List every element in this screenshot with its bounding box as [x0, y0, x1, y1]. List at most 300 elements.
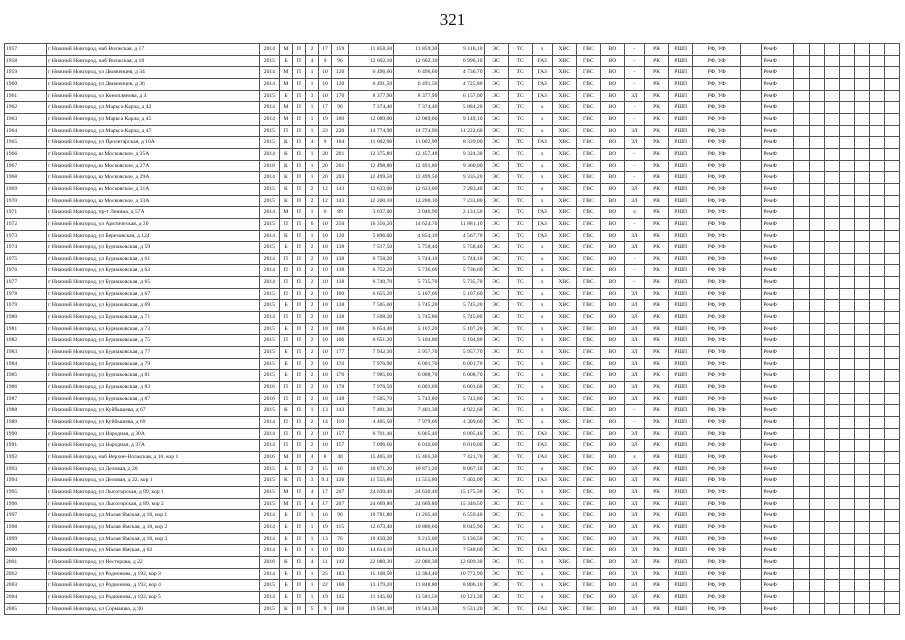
cell-hot-water: ГВС: [576, 195, 600, 207]
cell-repair-fund: РемФ: [762, 580, 794, 592]
cell-type: П: [292, 370, 305, 382]
cell-empty: [884, 300, 899, 312]
cell-empty: [794, 253, 809, 265]
cell-power: ЭС: [484, 440, 508, 452]
cell-work-rk: РК: [645, 323, 669, 335]
cell-garbage: ЗЛ: [624, 382, 644, 394]
cell-address: г Нижний Новгород, ул Березовская, д 124: [47, 230, 260, 242]
cell-gas: х: [532, 591, 552, 603]
cell-apartments: 148: [332, 393, 349, 405]
cell-empty: [839, 113, 854, 125]
cell-area-total: 7 505,60: [349, 300, 394, 312]
table-row: [5, 148, 900, 160]
cell-year: 2015: [259, 218, 279, 230]
cell-address: г Нижний Новгород, ул Бурнаковская, д 81: [47, 370, 260, 382]
cell-material: Б: [279, 55, 292, 67]
cell-area-residential: 5 744,10: [439, 253, 484, 265]
cell-year: 2016: [259, 451, 279, 463]
cell-type: П: [292, 323, 305, 335]
cell-power: ЭС: [484, 370, 508, 382]
cell-empty: [884, 78, 899, 90]
cell-work-rf-uf: РФ, УФ: [693, 591, 741, 603]
cell-empty: [824, 533, 839, 545]
table-row: [5, 370, 900, 382]
cell-type: П: [292, 44, 305, 56]
cell-type: П: [292, 207, 305, 219]
cell-gas: х: [532, 370, 552, 382]
cell-material: Б: [279, 591, 292, 603]
cell-floors: 17: [319, 486, 332, 498]
cell-sewer: ВО: [600, 137, 624, 149]
cell-address: г Нижний Новгород, ш Московское, д 27А: [47, 160, 260, 172]
cell-work-rshp: РШП: [669, 67, 693, 79]
cell-repair-fund: РемФ: [762, 288, 794, 300]
cell-cold-water: ХВС: [552, 172, 576, 184]
cell-empty: [869, 405, 884, 417]
cell-empty: [839, 90, 854, 102]
cell-area-total: 6 491,50: [349, 78, 394, 90]
cell-work-rk: РК: [645, 230, 669, 242]
cell-row-number: 1987: [5, 393, 47, 405]
cell-material: П: [279, 277, 292, 289]
cell-empty: [809, 591, 824, 603]
cell-entrances: 2: [305, 44, 318, 56]
cell-work-rshp: РШП: [669, 265, 693, 277]
cell-row-number: 1958: [5, 55, 47, 67]
cell-address: г Нижний Новгород, ул Народная, д 30А: [47, 428, 260, 440]
cell-apartments: 76: [332, 533, 349, 545]
cell-year: 2015: [259, 463, 279, 475]
cell-entrances: 5: [305, 603, 318, 615]
cell-power: ЭС: [484, 347, 508, 359]
cell-empty: [839, 440, 854, 452]
cell-empty: [809, 370, 824, 382]
cell-garbage: х: [624, 451, 644, 463]
cell-empty: [854, 253, 869, 265]
cell-work-rk: РК: [645, 580, 669, 592]
cell-sewer: ВО: [600, 428, 624, 440]
cell-empty: [824, 568, 839, 580]
cell-empty: [824, 218, 839, 230]
table-row: [5, 44, 900, 56]
cell-repair-fund: РемФ: [762, 55, 794, 67]
cell-area-total: 5 896,00: [349, 230, 394, 242]
cell-sewer: ВО: [600, 580, 624, 592]
cell-cold-water: ХВС: [552, 335, 576, 347]
housing-register-table: [4, 43, 900, 615]
cell-area-total: 10 781,80: [349, 510, 394, 522]
cell-type: П: [292, 393, 305, 405]
cell-work-rk: РК: [645, 440, 669, 452]
cell-type: П: [292, 137, 305, 149]
cell-work-rf-uf: РФ, УФ: [693, 102, 741, 114]
cell-cold-water: ХВС: [552, 498, 576, 510]
cell-area-total: 11 002,90: [349, 137, 394, 149]
cell-gas: х: [532, 288, 552, 300]
cell-sewer: ВО: [600, 102, 624, 114]
cell-power: ЭС: [484, 393, 508, 405]
cell-year: 2015: [259, 300, 279, 312]
cell-cold-water: ХВС: [552, 440, 576, 452]
cell-row-number: 1998: [5, 521, 47, 533]
cell-area-total: 7 508,30: [349, 312, 394, 324]
cell-empty: [794, 580, 809, 592]
cell-empty: [824, 277, 839, 289]
cell-work-rk: РК: [645, 265, 669, 277]
cell-work-rk: РК: [645, 382, 669, 394]
cell-floors: 16: [319, 510, 332, 522]
cell-work-rf-uf: РФ, УФ: [693, 312, 741, 324]
cell-gas: ГАЗ: [532, 207, 552, 219]
cell-sewer: ВО: [600, 370, 624, 382]
cell-material: П: [279, 253, 292, 265]
cell-garbage: ЗЛ: [624, 533, 644, 545]
cell-repair-fund: РемФ: [762, 358, 794, 370]
cell-work-rf-uf: РФ, УФ: [693, 300, 741, 312]
cell-address: г Нижний Новгород, ш Московское, д 29А: [47, 172, 260, 184]
cell-work-rf-uf: РФ, УФ: [693, 347, 741, 359]
cell-heating: ТС: [508, 323, 532, 335]
cell-empty: [854, 498, 869, 510]
cell-entrances: 2: [305, 382, 318, 394]
cell-power: ЭС: [484, 428, 508, 440]
cell-garbage: -: [624, 67, 644, 79]
cell-cold-water: ХВС: [552, 253, 576, 265]
cell-address: г Нижний Новгород, ул Бурнаковская, д 73: [47, 323, 260, 335]
cell-apartments: 48: [332, 451, 349, 463]
cell-type: П: [292, 603, 305, 615]
cell-empty: [884, 312, 899, 324]
cell-row-number: 1999: [5, 533, 47, 545]
cell-material: Б: [279, 347, 292, 359]
cell-year: 2014: [259, 113, 279, 125]
cell-row-number: 2001: [5, 556, 47, 568]
cell-heating: ТС: [508, 148, 532, 160]
cell-floors: 10: [319, 277, 332, 289]
cell-work-rshp: РШП: [669, 172, 693, 184]
cell-work-rf-uf: РФ, УФ: [693, 440, 741, 452]
cell-empty: [839, 451, 854, 463]
cell-garbage: ЗЛ: [624, 521, 644, 533]
cell-floors: 17: [319, 102, 332, 114]
cell-apartments: 100: [332, 288, 349, 300]
cell-empty: [809, 335, 824, 347]
cell-cold-water: ХВС: [552, 580, 576, 592]
cell-empty: [824, 78, 839, 90]
cell-garbage: ЗЛ: [624, 556, 644, 568]
cell-power: ЭС: [484, 195, 508, 207]
cell-material: М: [279, 498, 292, 510]
cell-address: г Нижний Новгород, ш Московское, д 31А: [47, 183, 260, 195]
cell-year: 2014: [259, 428, 279, 440]
cell-hot-water: ГВС: [576, 428, 600, 440]
cell-entrances: 1: [305, 545, 318, 557]
cell-apartments: 157: [332, 440, 349, 452]
cell-extra: [741, 102, 762, 114]
cell-empty: [854, 591, 869, 603]
cell-sewer: ВО: [600, 475, 624, 487]
cell-empty: [839, 137, 854, 149]
table-row: [5, 90, 900, 102]
cell-extra: [741, 545, 762, 557]
cell-sewer: ВО: [600, 568, 624, 580]
cell-extra: [741, 417, 762, 429]
cell-type: П: [292, 382, 305, 394]
cell-empty: [794, 417, 809, 429]
cell-area-living: 5 745,80: [394, 312, 439, 324]
cell-extra: [741, 195, 762, 207]
cell-extra: [741, 55, 762, 67]
table-row: [5, 475, 900, 487]
cell-empty: [839, 312, 854, 324]
cell-extra: [741, 393, 762, 405]
cell-hot-water: ГВС: [576, 67, 600, 79]
cell-extra: [741, 113, 762, 125]
cell-material: К: [279, 603, 292, 615]
cell-hot-water: ГВС: [576, 253, 600, 265]
cell-empty: [854, 242, 869, 254]
cell-sewer: ВО: [600, 125, 624, 137]
cell-year: 2015: [259, 183, 279, 195]
cell-work-rf-uf: РФ, УФ: [693, 160, 741, 172]
cell-type: П: [292, 67, 305, 79]
cell-hot-water: ГВС: [576, 405, 600, 417]
cell-floors: 10: [319, 288, 332, 300]
cell-empty: [824, 312, 839, 324]
cell-area-residential: 4 567,70: [439, 230, 484, 242]
cell-work-rk: РК: [645, 242, 669, 254]
cell-empty: [884, 230, 899, 242]
cell-work-rshp: РШП: [669, 510, 693, 522]
cell-extra: [741, 428, 762, 440]
cell-year: 2015: [259, 498, 279, 510]
cell-empty: [809, 323, 824, 335]
cell-type: П: [292, 545, 305, 557]
cell-power: ЭС: [484, 67, 508, 79]
cell-repair-fund: РемФ: [762, 312, 794, 324]
cell-material: Б: [279, 90, 292, 102]
cell-row-number: 1994: [5, 475, 47, 487]
cell-area-total: 6 655,20: [349, 288, 394, 300]
cell-empty: [884, 382, 899, 394]
cell-area-living: 5 107,20: [394, 323, 439, 335]
cell-empty: [794, 242, 809, 254]
cell-work-rshp: РШП: [669, 545, 693, 557]
cell-empty: [839, 568, 854, 580]
cell-hot-water: ГВС: [576, 347, 600, 359]
cell-power: ЭС: [484, 125, 508, 137]
cell-empty: [824, 382, 839, 394]
cell-work-rshp: РШП: [669, 440, 693, 452]
cell-gas: ГАЗ: [532, 90, 552, 102]
cell-heating: ТС: [508, 125, 532, 137]
cell-empty: [794, 160, 809, 172]
cell-material: Б: [279, 370, 292, 382]
cell-area-residential: 9 360,00: [439, 160, 484, 172]
cell-work-rk: РК: [645, 486, 669, 498]
cell-empty: [884, 90, 899, 102]
cell-year: 2014: [259, 568, 279, 580]
cell-cold-water: ХВС: [552, 148, 576, 160]
cell-garbage: -: [624, 253, 644, 265]
cell-row-number: 1991: [5, 440, 47, 452]
cell-area-living: 3 046,90: [394, 207, 439, 219]
cell-empty: [824, 265, 839, 277]
cell-area-living: 7 979,60: [394, 417, 439, 429]
cell-work-rshp: РШП: [669, 207, 693, 219]
cell-work-rf-uf: РФ, УФ: [693, 370, 741, 382]
cell-area-living: 7 401,30: [394, 405, 439, 417]
cell-empty: [794, 90, 809, 102]
cell-address: г Нижний Новгород, ул Бурнаковская, д 71: [47, 312, 260, 324]
cell-empty: [839, 218, 854, 230]
cell-sewer: ВО: [600, 498, 624, 510]
cell-repair-fund: РемФ: [762, 451, 794, 463]
cell-power: ЭС: [484, 90, 508, 102]
cell-floors: 12: [319, 195, 332, 207]
cell-floors: 10: [319, 382, 332, 394]
cell-empty: [809, 148, 824, 160]
cell-empty: [809, 568, 824, 580]
cell-hot-water: ГВС: [576, 475, 600, 487]
cell-empty: [839, 195, 854, 207]
cell-hot-water: ГВС: [576, 498, 600, 510]
cell-power: ЭС: [484, 568, 508, 580]
cell-type: П: [292, 312, 305, 324]
cell-work-rk: РК: [645, 78, 669, 90]
cell-type: П: [292, 125, 305, 137]
cell-gas: х: [532, 323, 552, 335]
cell-floors: 10: [319, 440, 332, 452]
cell-floors: 17: [319, 498, 332, 510]
cell-empty: [839, 393, 854, 405]
cell-area-living: 5 735,70: [394, 277, 439, 289]
cell-heating: ТС: [508, 498, 532, 510]
cell-empty: [854, 78, 869, 90]
cell-empty: [869, 347, 884, 359]
cell-empty: [839, 405, 854, 417]
cell-entrances: 1: [305, 580, 318, 592]
cell-hot-water: ГВС: [576, 113, 600, 125]
cell-cold-water: ХВС: [552, 277, 576, 289]
cell-empty: [854, 358, 869, 370]
cell-empty: [794, 78, 809, 90]
cell-type: П: [292, 160, 305, 172]
cell-cold-water: ХВС: [552, 451, 576, 463]
cell-garbage: ЗЛ: [624, 440, 644, 452]
cell-entrances: 1: [305, 78, 318, 90]
cell-empty: [794, 230, 809, 242]
cell-type: П: [292, 90, 305, 102]
cell-empty: [809, 510, 824, 522]
cell-sewer: ВО: [600, 90, 624, 102]
cell-apartments: 250: [332, 218, 349, 230]
cell-area-living: 13 581,50: [394, 591, 439, 603]
cell-area-total: 12 200,10: [349, 195, 394, 207]
cell-hot-water: ГВС: [576, 521, 600, 533]
cell-work-rk: РК: [645, 463, 669, 475]
cell-work-rk: РК: [645, 300, 669, 312]
cell-hot-water: ГВС: [576, 218, 600, 230]
cell-address: г Нижний Новгород, ул Лысогорская, д 89, кор 2: [47, 498, 260, 510]
cell-empty: [869, 358, 884, 370]
cell-power: ЭС: [484, 148, 508, 160]
cell-floors: 10: [319, 78, 332, 90]
cell-work-rk: РК: [645, 521, 669, 533]
cell-address: г Нижний Новгород, ул Малая Ямская, д 18, кор 3: [47, 533, 260, 545]
cell-heating: ТС: [508, 67, 532, 79]
cell-empty: [809, 230, 824, 242]
cell-gas: х: [532, 172, 552, 184]
cell-empty: [824, 556, 839, 568]
cell-repair-fund: РемФ: [762, 218, 794, 230]
cell-type: П: [292, 405, 305, 417]
cell-extra: [741, 533, 762, 545]
cell-sewer: ВО: [600, 451, 624, 463]
cell-empty: [869, 580, 884, 592]
cell-empty: [884, 137, 899, 149]
cell-empty: [839, 335, 854, 347]
cell-area-living: 6 496,60: [394, 67, 439, 79]
cell-material: М: [279, 78, 292, 90]
cell-apartments: 176: [332, 358, 349, 370]
cell-area-living: 11 555,80: [394, 475, 439, 487]
cell-empty: [854, 545, 869, 557]
cell-row-number: 1969: [5, 183, 47, 195]
cell-row-number: 1964: [5, 125, 47, 137]
cell-empty: [794, 172, 809, 184]
cell-work-rk: РК: [645, 591, 669, 603]
cell-address: г Нижний Новгород, ш Московское, д 33А: [47, 195, 260, 207]
cell-empty: [869, 253, 884, 265]
cell-empty: [824, 253, 839, 265]
cell-area-residential: 9 531,20: [439, 603, 484, 615]
cell-sewer: ВО: [600, 521, 624, 533]
cell-area-total: 12 498,80: [349, 160, 394, 172]
cell-garbage: -: [624, 417, 644, 429]
cell-area-total: 7 517,50: [349, 242, 394, 254]
cell-empty: [869, 113, 884, 125]
cell-type: П: [292, 265, 305, 277]
cell-extra: [741, 137, 762, 149]
cell-material: К: [279, 183, 292, 195]
cell-extra: [741, 463, 762, 475]
cell-floors: 12: [319, 183, 332, 195]
cell-area-residential: 7 402,00: [439, 475, 484, 487]
cell-extra: [741, 90, 762, 102]
cell-gas: х: [532, 113, 552, 125]
cell-garbage: ЗЛ: [624, 475, 644, 487]
cell-row-number: 1971: [5, 207, 47, 219]
cell-empty: [794, 195, 809, 207]
cell-type: П: [292, 510, 305, 522]
cell-area-living: 10 886,60: [394, 521, 439, 533]
cell-empty: [884, 55, 899, 67]
cell-empty: [884, 370, 899, 382]
cell-empty: [809, 533, 824, 545]
cell-work-rshp: РШП: [669, 451, 693, 463]
cell-type: П: [292, 580, 305, 592]
cell-work-rk: РК: [645, 475, 669, 487]
cell-empty: [884, 323, 899, 335]
cell-empty: [884, 125, 899, 137]
cell-type: П: [292, 591, 305, 603]
cell-address: г Нижний Новгород, ул Родионова, д 192, кор 4: [47, 580, 260, 592]
cell-address: г Нижний Новгород, ул Бурнаковская, д 75: [47, 335, 260, 347]
cell-power: ЭС: [484, 417, 508, 429]
cell-row-number: 2002: [5, 568, 47, 580]
cell-area-residential: 5 107,20: [439, 323, 484, 335]
